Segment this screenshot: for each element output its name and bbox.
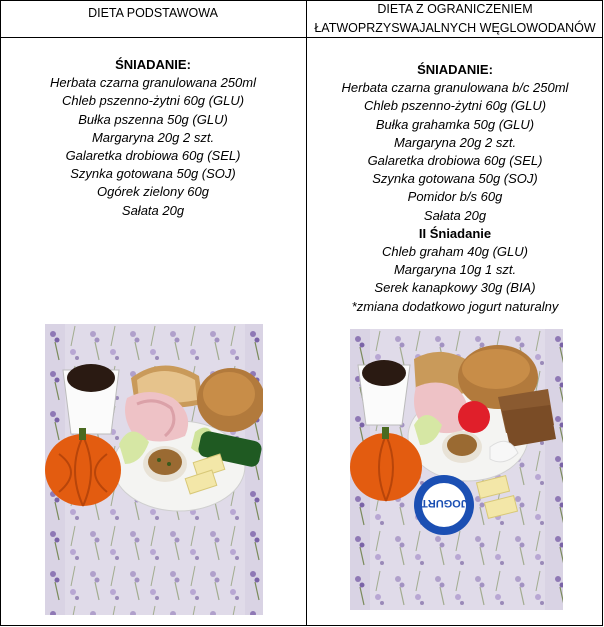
header-low-carb-line1: DIETA Z OGRANICZENIEM: [377, 1, 533, 16]
menu-item: Galaretka drobiowa 60g (SEL): [367, 153, 543, 169]
menu-item: Herbata czarna granulowana b/c 250ml: [341, 80, 569, 96]
menu-basic-diet: [0, 56, 306, 220]
second-breakfast-title: II Śniadanie: [418, 225, 492, 241]
menu-item: Margaryna 10g 1 szt.: [393, 262, 517, 278]
menu-item: Bułka grahamka 50g (GLU): [375, 116, 535, 132]
menu-item: Serek kanapkowy 30g (BIA): [374, 280, 536, 296]
meal-title: ŚNIADANIE:: [115, 57, 191, 72]
basic-diet-food-photo: [45, 324, 263, 615]
menu-item: Sałata 20g: [423, 207, 487, 223]
menu-item: Szynka gotowana 50g (SOJ): [372, 171, 538, 187]
menu-item: Margaryna 20g 2 szt.: [393, 134, 517, 150]
menu-item: Chleb graham 40g (GLU): [382, 244, 528, 260]
low-carb-diet-food-photo: [350, 329, 563, 610]
header-basic-diet: [0, 0, 306, 37]
menu-item: Sałata 20g: [121, 202, 185, 218]
menu-item: Margaryna 20g 2 szt.: [91, 129, 215, 145]
yogurt-logo: JOGURT: [421, 497, 467, 509]
meal-title: ŚNIADANIE:: [417, 62, 493, 77]
menu-item: Herbata czarna granulowana 250ml: [50, 75, 256, 91]
menu-item: *zmiana dodatkowo jogurt naturalny: [351, 298, 559, 314]
menu-item: Chleb pszenno-żytni 60g (GLU): [363, 98, 547, 114]
menu-item: Bułka pszenna 50g (GLU): [78, 111, 228, 127]
menu-item: Pomidor b/s 60g: [407, 189, 503, 205]
menu-item: Chleb pszenno-żytni 60g (GLU): [61, 93, 245, 109]
menu-item: Ogórek zielony 60g: [96, 184, 209, 200]
header-basic-diet-text: DIETA PODSTAWOWA: [88, 6, 218, 20]
menu-item: Szynka gotowana 50g (SOJ): [70, 166, 236, 182]
header-low-carb-line2: ŁATWOPRZYSWAJALNYCH WĘGLOWODANÓW: [314, 20, 596, 35]
menu-item: Galaretka drobiowa 60g (SEL): [65, 148, 241, 164]
header-low-carb-diet: [307, 0, 603, 37]
menu-low-carb-diet: [307, 61, 603, 316]
